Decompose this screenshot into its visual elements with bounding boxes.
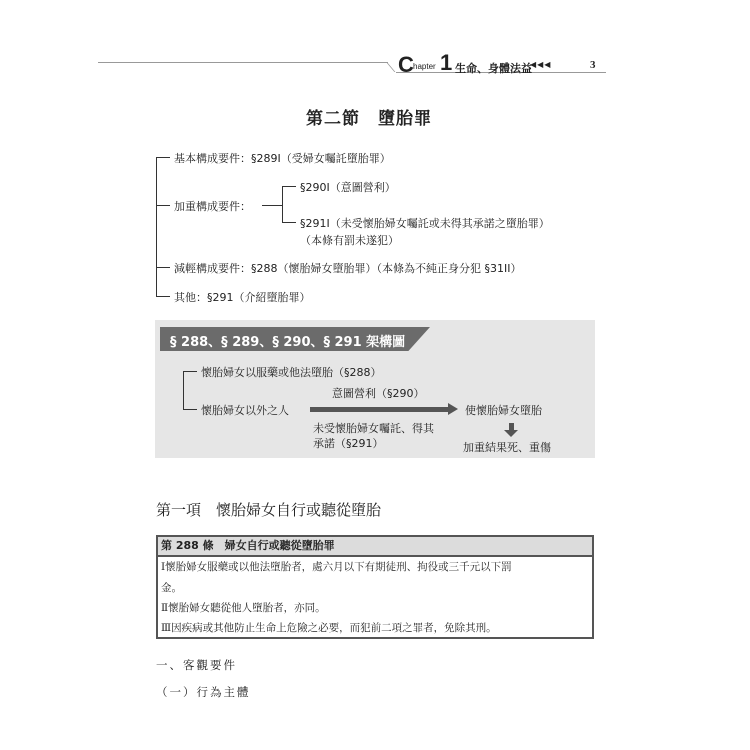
arrow-right-icon <box>310 407 450 412</box>
law-article-title: 第 288 條 婦女自行或聽從墮胎罪 <box>161 539 335 552</box>
outline-heading-1-1: （一）行為主體 <box>156 685 251 699</box>
subsection-title: 第一項 懷胎婦女自行或聽從墮胎 <box>156 501 382 519</box>
arrow-right-head-icon <box>448 403 458 415</box>
tree-sub-trunk <box>282 186 283 222</box>
arrow-down-head-icon <box>504 430 518 437</box>
diagram-banner-text: § 288、§ 289、§ 290、§ 291 架構圖 <box>170 335 406 350</box>
chapter-letter: C <box>398 52 414 77</box>
aggravated-291-note: （本條有罰未遂犯） <box>300 234 399 247</box>
diagram-branch <box>183 409 197 410</box>
chapter-word: hapter <box>413 62 436 71</box>
aggravated-291: §291I（未受懷胎婦女囑託或未得其承諾之墮胎罪） <box>300 217 550 230</box>
tree-branch <box>282 222 296 223</box>
tree-branch <box>156 296 170 297</box>
law-paragraph-1: Ⅰ懷胎婦女服藥或以他法墮胎者，處六月以下有期徒刑、拘役或三千元以下罰 <box>161 561 512 573</box>
law-paragraph-2: Ⅱ懷胎婦女聽從他人墮胎者，亦同。 <box>161 602 326 614</box>
reduced-requirement: 減輕構成要件：§288（懷胎婦女墮胎罪）（本條為不純正身分犯 §31II） <box>174 262 522 275</box>
law-paragraph-3: Ⅲ因疾病或其他防止生命上危險之必要，而犯前二項之罪者，免除其刑。 <box>161 622 497 634</box>
outline-heading-1: 一、客觀要件 <box>156 658 237 672</box>
aggravated-290: §290I（意圖營利） <box>300 181 396 194</box>
diagram-branch <box>183 371 197 372</box>
chapter-title: 生命、身體法益 <box>455 62 532 75</box>
tree-trunk <box>156 157 157 296</box>
chapter-arrows-icon: ◀◀◀ <box>530 60 552 69</box>
section-title: 第二節 墮胎罪 <box>306 109 432 129</box>
no-consent-line1: 未受懷胎婦女囑託、得其 <box>313 422 434 435</box>
tree-branch <box>156 267 170 268</box>
tree-branch <box>156 157 170 158</box>
tree-branch <box>262 205 282 206</box>
aggravated-result: 加重結果死、重傷 <box>463 441 551 454</box>
other-persons: 懷胎婦女以外之人 <box>201 404 289 417</box>
basic-requirement: 基本構成要件：§289I（受婦女囑託墮胎罪） <box>174 152 391 165</box>
law-paragraph-1-cont: 金。 <box>161 582 182 594</box>
other-provision: 其他：§291（介紹墮胎罪） <box>174 291 311 304</box>
tree-branch <box>156 205 170 206</box>
page-number: 3 <box>590 59 596 71</box>
abortion-result: 使懷胎婦女墮胎 <box>465 404 542 417</box>
tree-branch <box>282 186 296 187</box>
self-abortion: 懷胎婦女以服藥或他法墮胎（§288） <box>201 366 382 379</box>
profit-motive: 意圖營利（§290） <box>332 387 425 400</box>
chapter-number: 1 <box>440 50 453 75</box>
no-consent-line2: 承諾（§291） <box>313 437 384 450</box>
header-rule <box>98 62 388 63</box>
diagram-trunk <box>183 371 184 409</box>
aggravated-requirement: 加重構成要件： <box>174 200 251 213</box>
